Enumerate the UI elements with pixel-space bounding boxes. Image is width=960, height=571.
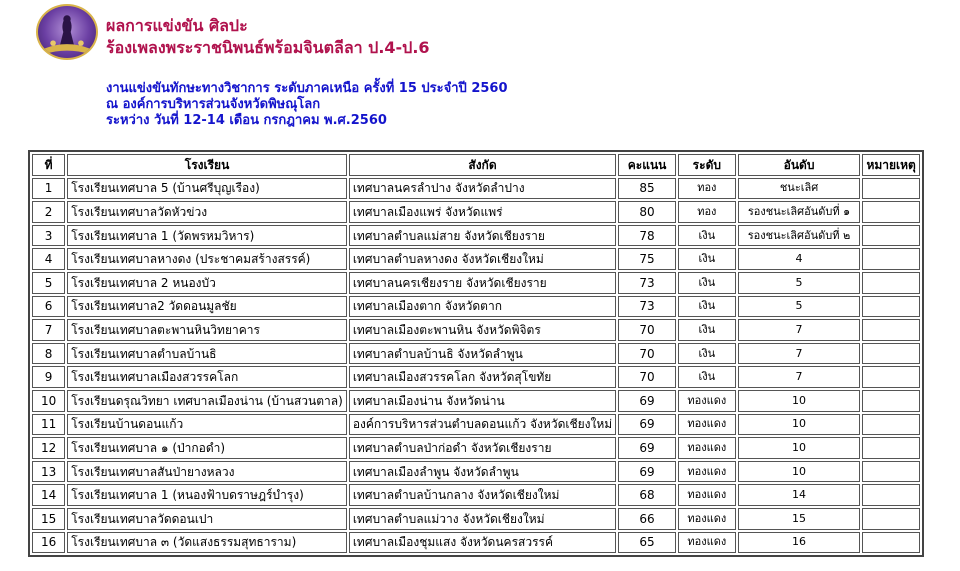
table-row (32, 201, 920, 223)
cell-rank: 10 (738, 437, 861, 459)
cell-level: เงิน (678, 248, 736, 270)
table-row (32, 366, 920, 388)
table-row (32, 319, 920, 341)
cell-note (862, 508, 920, 530)
cell-level: ทองแดง (678, 414, 736, 436)
cell-school: โรงเรียนเทศบาลวัดหัวข่วง (67, 201, 347, 223)
cell-score: 73 (618, 296, 676, 318)
cell-rank: 4 (738, 248, 861, 270)
cell-level: ทองแดง (678, 437, 736, 459)
table-row (32, 484, 920, 506)
cell-school: โรงเรียนเทศบาล 1 (วัดพรหมวิหาร) (67, 225, 347, 247)
cell-affiliation: เทศบาลเมืองสวรรคโลก จังหวัดสุโขทัย (349, 366, 616, 388)
cell-rank: 10 (738, 461, 861, 483)
cell-note (862, 366, 920, 388)
event-name: งานแข่งขันทักษะทางวิชาการ ระดับภาคเหนือ ครั้งที่ 15 ประจำปี 2560 (106, 81, 508, 96)
table-row (32, 296, 920, 318)
cell-no: 9 (32, 366, 65, 388)
cell-score: 70 (618, 343, 676, 365)
cell-no: 1 (32, 178, 65, 200)
cell-note (862, 484, 920, 506)
cell-rank: 15 (738, 508, 861, 530)
cell-affiliation: เทศบาลตำบลบ้านธิ จังหวัดลำพูน (349, 343, 616, 365)
cell-affiliation: เทศบาลตำบลแม่สาย จังหวัดเชียงราย (349, 225, 616, 247)
table-row (32, 414, 920, 436)
cell-score: 70 (618, 319, 676, 341)
cell-level: ทอง (678, 201, 736, 223)
table-row (32, 248, 920, 270)
cell-score: 80 (618, 201, 676, 223)
cell-note (862, 225, 920, 247)
cell-score: 73 (618, 272, 676, 294)
table-row (32, 508, 920, 530)
cell-rank: 16 (738, 532, 861, 554)
cell-affiliation: เทศบาลเมืองน่าน จังหวัดน่าน (349, 390, 616, 412)
event-venue: ณ องค์การบริหารส่วนจังหวัดพิษณุโลก (106, 97, 321, 112)
cell-affiliation: เทศบาลเมืองชุมแสง จังหวัดนครสวรรค์ (349, 532, 616, 554)
cell-rank: รองชนะเลิศอันดับที่ ๒ (738, 225, 861, 247)
cell-school: โรงเรียนเทศบาลเมืองสวรรคโลก (67, 366, 347, 388)
cell-affiliation: เทศบาลตำบลป่าก่อดำ จังหวัดเชียงราย (349, 437, 616, 459)
cell-school: โรงเรียนเทศบาลวัดดอนเปา (67, 508, 347, 530)
cell-no: 16 (32, 532, 65, 554)
cell-rank: 7 (738, 366, 861, 388)
table-row (32, 178, 920, 200)
cell-school: โรงเรียนเทศบาล ๓ (วัดแสงธรรมสุทธาราม) (67, 532, 347, 554)
table-header-row (32, 154, 920, 176)
cell-affiliation: เทศบาลนครเชียงราย จังหวัดเชียงราย (349, 272, 616, 294)
cell-score: 69 (618, 390, 676, 412)
cell-score: 78 (618, 225, 676, 247)
cell-note (862, 437, 920, 459)
cell-score: 75 (618, 248, 676, 270)
cell-level: เงิน (678, 343, 736, 365)
cell-level: เงิน (678, 366, 736, 388)
cell-level: เงิน (678, 272, 736, 294)
cell-school: โรงเรียนเทศบาลสันป่ายางหลวง (67, 461, 347, 483)
table-row (32, 390, 920, 412)
cell-rank: 5 (738, 272, 861, 294)
cell-score: 69 (618, 461, 676, 483)
cell-no: 6 (32, 296, 65, 318)
cell-rank: 14 (738, 484, 861, 506)
cell-note (862, 461, 920, 483)
cell-level: ทองแดง (678, 484, 736, 506)
cell-note (862, 296, 920, 318)
cell-affiliation: เทศบาลตำบลบ้านกลาง จังหวัดเชียงใหม่ (349, 484, 616, 506)
cell-no: 8 (32, 343, 65, 365)
cell-school: โรงเรียนเทศบาล ๑ (ป่ากอดำ) (67, 437, 347, 459)
table-row (32, 437, 920, 459)
header-level: ระดับ (678, 154, 736, 176)
header-affiliation: สังกัด (349, 154, 616, 176)
cell-no: 13 (32, 461, 65, 483)
cell-rank: 5 (738, 296, 861, 318)
cell-school: โรงเรียนเทศบาลหางดง (ประชาคมสร้างสรรค์) (67, 248, 347, 270)
cell-affiliation: เทศบาลเมืองแพร่ จังหวัดแพร่ (349, 201, 616, 223)
table-row (32, 532, 920, 554)
cell-note (862, 201, 920, 223)
cell-score: 69 (618, 437, 676, 459)
cell-note (862, 390, 920, 412)
cell-note (862, 248, 920, 270)
cell-score: 70 (618, 366, 676, 388)
cell-level: ทอง (678, 178, 736, 200)
cell-rank: รองชนะเลิศอันดับที่ ๑ (738, 201, 861, 223)
cell-no: 2 (32, 201, 65, 223)
cell-affiliation: เทศบาลตำบลแม่วาง จังหวัดเชียงใหม่ (349, 508, 616, 530)
cell-school: โรงเรียนเทศบาล 1 (หนองฟ้าบดราษฎร์บำรุง) (67, 484, 347, 506)
cell-score: 85 (618, 178, 676, 200)
table-row (32, 461, 920, 483)
header-rank: อันดับ (738, 154, 861, 176)
cell-level: ทองแดง (678, 390, 736, 412)
cell-school: โรงเรียนเทศบาล2 วัดดอนมูลชัย (67, 296, 347, 318)
cell-school: โรงเรียนเทศบาลตะพานหินวิทยาคาร (67, 319, 347, 341)
cell-affiliation: เทศบาลเมืองตาก จังหวัดตาก (349, 296, 616, 318)
cell-no: 7 (32, 319, 65, 341)
cell-affiliation: องค์การบริหารส่วนตำบลดอนแก้ว จังหวัดเชียงใหม่ (349, 414, 616, 436)
cell-rank: 10 (738, 414, 861, 436)
cell-rank: 7 (738, 319, 861, 341)
cell-score: 69 (618, 414, 676, 436)
competition-logo-icon (36, 4, 98, 60)
cell-rank: 10 (738, 390, 861, 412)
cell-no: 3 (32, 225, 65, 247)
header-score: คะแนน (618, 154, 676, 176)
cell-no: 4 (32, 248, 65, 270)
event-dates: ระหว่าง วันที่ 12-14 เดือน กรกฎาคม พ.ศ.2560 (106, 113, 387, 128)
cell-level: เงิน (678, 225, 736, 247)
cell-school: โรงเรียนเทศบาลตำบลบ้านธิ (67, 343, 347, 365)
cell-school: โรงเรียนดรุณวิทยา เทศบาลเมืองน่าน (บ้านสวนตาล) (67, 390, 347, 412)
page-title: ผลการแข่งขัน ศิลปะ (106, 16, 248, 35)
header-school: โรงเรียน (67, 154, 347, 176)
cell-note (862, 414, 920, 436)
table-row (32, 272, 920, 294)
cell-no: 15 (32, 508, 65, 530)
header-note: หมายเหตุ (862, 154, 920, 176)
cell-no: 10 (32, 390, 65, 412)
cell-no: 12 (32, 437, 65, 459)
cell-level: ทองแดง (678, 461, 736, 483)
cell-note (862, 319, 920, 341)
cell-affiliation: เทศบาลตำบลหางดง จังหวัดเชียงใหม่ (349, 248, 616, 270)
cell-rank: 7 (738, 343, 861, 365)
cell-school: โรงเรียนเทศบาล 5 (บ้านศรีบุญเรือง) (67, 178, 347, 200)
header-no: ที่ (32, 154, 65, 176)
cell-score: 65 (618, 532, 676, 554)
cell-school: โรงเรียนเทศบาล 2 หนองบัว (67, 272, 347, 294)
cell-school: โรงเรียนบ้านดอนแก้ว (67, 414, 347, 436)
cell-no: 11 (32, 414, 65, 436)
cell-note (862, 178, 920, 200)
cell-level: เงิน (678, 319, 736, 341)
table-row (32, 225, 920, 247)
page-subtitle: ร้องเพลงพระราชนิพนธ์พร้อมจินตลีลา ป.4-ป.6 (106, 38, 430, 57)
cell-level: เงิน (678, 296, 736, 318)
cell-score: 66 (618, 508, 676, 530)
cell-affiliation: เทศบาลนครลำปาง จังหวัดลำปาง (349, 178, 616, 200)
cell-level: ทองแดง (678, 532, 736, 554)
cell-note (862, 343, 920, 365)
cell-affiliation: เทศบาลเมืองลำพูน จังหวัดลำพูน (349, 461, 616, 483)
table-row (32, 343, 920, 365)
cell-note (862, 532, 920, 554)
cell-affiliation: เทศบาลเมืองตะพานหิน จังหวัดพิจิตร (349, 319, 616, 341)
cell-no: 14 (32, 484, 65, 506)
cell-rank: ชนะเลิศ (738, 178, 861, 200)
results-table (28, 150, 924, 557)
cell-level: ทองแดง (678, 508, 736, 530)
cell-note (862, 272, 920, 294)
cell-no: 5 (32, 272, 65, 294)
cell-score: 68 (618, 484, 676, 506)
